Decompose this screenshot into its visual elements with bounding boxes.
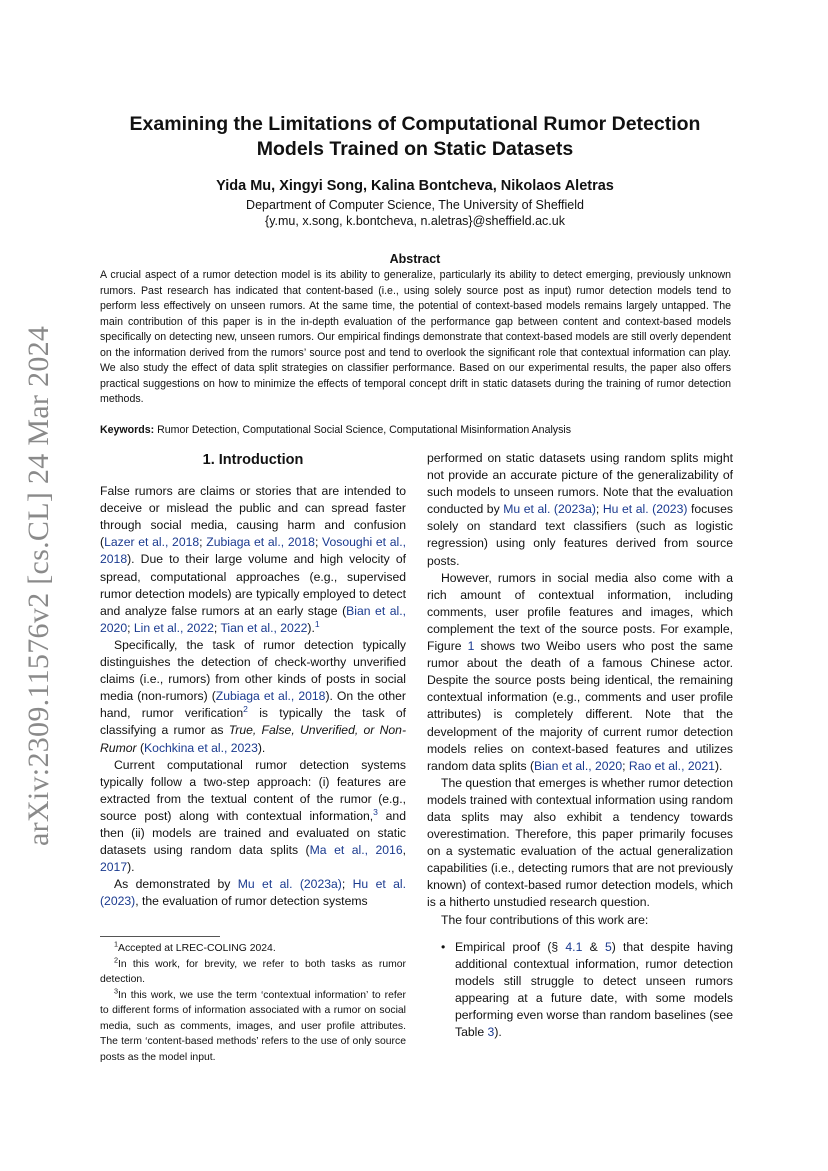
citation-link[interactable]: Vosoughi et al., 2018 [100, 535, 406, 567]
footnote-rule [100, 936, 220, 937]
paper-title [100, 112, 730, 162]
intro-paragraph-2: Specifically, the task of rumor detection typically distinguishes the detection of check-worthy unverified claims (i.e., rumors) from other kinds of posts in social media (non-rumors) (Zubiaga et al., 2018). On the other hand, rumor verification$^2$ is typically the task of classifying a rumor as True, False, Unverified, or Non-Rumor (Kochkina et al., 2023). [100, 637, 406, 755]
intro-paragraph-3: Current computational rumor detection systems typically follow a two-step approach: (i) features are extracted from the textual content of the rumor (e.g., source post) along with contextual information,$^3$ and then (ii) models are trained and evaluated on static datasets using random data splits (Ma et al., 2016, 2017). [100, 757, 407, 875]
intro-paragraph-1: False rumors are claims or stories that are intended to deceive or mislead the public and can spread faster through social media, causing harm and confusion (Lazer et al., 2018; Zubiaga et al., 2018; Vosoughi et al., 2018). Due to their large volume and high velocity of spread, computational approaches (e.g., supervised rumor detection models) are typically employed to detect and analyze false rumors at an early stage (Bian et al., 2020; Lin et al., 2022; Tian et al., 2022).$^1$ [100, 484, 406, 635]
footnote-marker[interactable]: 3 [373, 806, 378, 817]
figure-link[interactable]: 1 [467, 639, 475, 654]
citation-link[interactable]: Zubiaga et al., 2018 [206, 535, 315, 550]
section-title: 1. Introduction [202, 452, 304, 468]
footnote-marker[interactable]: 2 [243, 704, 248, 715]
affiliation-block [100, 197, 730, 229]
citation-link[interactable]: Bian et al., 2020 [534, 758, 623, 773]
footnote-3: $^3$In this work, we use the term ‘contextual information’ to refer to different forms of information associated with a rumor on social media, such as comments, images, and user profile attributes. The term ‘content-based methods’ refers to the use of only source posts as the model input. [100, 986, 406, 1063]
footnote-1: $^1$Accepted at LREC-COLING 2024. [114, 939, 276, 954]
citation-link[interactable]: Hu et al. (2023) [602, 502, 688, 517]
citation-link[interactable]: Mu et al. (2023a) [503, 502, 596, 517]
right-column [427, 450, 733, 1041]
arxiv-identifier: arXiv:2309.11576v2 [cs.CL] 24 Mar 2024 [22, 325, 55, 846]
section-link[interactable]: 5 [604, 939, 612, 954]
footnote-2: $^2$In this work, for brevity, we refer to both tasks as rumor detection. [100, 955, 406, 985]
citation-link[interactable]: Hu et al. (2023) [100, 877, 406, 909]
citation-link[interactable]: Rao et al., 2021 [628, 758, 715, 773]
citation-link[interactable]: Mu et al. (2023a) [237, 877, 342, 892]
affiliation: Department of Computer Science, The University of Sheffield [246, 198, 584, 212]
keywords-list: Rumor Detection, Computational Social Science, Computational Misinformation Analysis [154, 424, 572, 436]
abstract-text: A crucial aspect of a rumor detection model is its ability to generalize, particularly its ability to detect emerging, previously unknown rumors. Past research has indicated that content-based (i.e., using solely source post as input) rumor detection models tend to perform less effectively on unseen rumors. At the same time, the potential of context-based models remains largely untapped. The main contribution of this paper is in the in-depth evaluation of the performance gap between content and context-based models specifically on detecting new, unseen rumors. Our empirical findings demonstrate that context-based models are still overly dependent on the information derived from the rumors’ source post and tend to overlook the significant role that contextual information can play. We also study the effect of data split strategies on classifier performance. Based on our experimental results, the paper also offers practical suggestions on how to minimize the effects of temporal concept drift in static datasets during the training of rumor detection methods. [100, 269, 731, 406]
table-link[interactable]: 3 [487, 1025, 495, 1040]
citation-link[interactable]: Lazer et al., 2018 [104, 535, 200, 550]
right-paragraph-1: performed on static datasets using random splits might not provide an accurate picture of the generalizability of such models to unseen rumors. Note that the evaluation conducted by Mu et al. (2023a); Hu et al. (2023) focuses solely on standard text classifiers (such as logistic regression) using only features derived from source posts. [427, 451, 733, 568]
list-item: • Empirical proof (§ 4.1 & 5) that despite having additional contextual information, rumor detection models still struggle to detect unseen rumors appearing at a future date, with some models performing even worse than random baselines (see Table 3). [441, 939, 733, 1042]
citation-link[interactable]: 2017 [100, 860, 128, 875]
keywords-label: Keywords: [100, 424, 155, 436]
right-paragraph-4: The four contributions of this work are: [441, 912, 649, 927]
citation-link[interactable]: Tian et al., 2022 [220, 620, 308, 635]
citation-link[interactable]: Bian et al., 2020 [100, 603, 406, 635]
right-paragraph-3: The question that emerges is whether rumor detection models trained with contextual information using random data splits may also exhibit a tendency towards overestimation. Therefore, this paper primarily focuses on a systematic evaluation of the actual generalization capabilities (i.e., detecting rumors that are not previously known) of context-based rumor detection models, which is a hitherto unstudied research question. [427, 775, 733, 910]
left-column [100, 450, 406, 910]
title-line-1: Examining the Limitations of Computational Rumor Detection [129, 113, 701, 135]
emails: {y.mu, x.song, k.bontcheva, n.aletras}@sheffield.ac.uk [265, 214, 565, 228]
keywords [100, 423, 731, 438]
right-paragraph-2: However, rumors in social media also come with a rich amount of contextual information, including comments, user profile features and images, which complement the text of the source posts. For example, Figure 1 shows two Weibo users who post the same rumor about the death of a famous Chinese actor. Despite the source posts being identical, the remaining contextual information (e.g., comments and user profile attributes) is completely different. Note that the development of the majority of current rumor detection models relies on context-based features and utilizes random data splits (Bian et al., 2020; Rao et al., 2021). [427, 570, 733, 773]
footnotes [100, 941, 406, 1065]
title-line-2: Models Trained on Static Datasets [256, 138, 574, 160]
citation-link[interactable]: Zubiaga et al., 2018 [215, 689, 326, 704]
intro-paragraph-4: As demonstrated by Mu et al. (2023a); Hu et al. (2023), the evaluation of rumor detection systems [100, 877, 406, 909]
section-link[interactable]: 4.1 [565, 939, 583, 954]
abstract-heading: Abstract [389, 252, 441, 266]
footnote-marker[interactable]: 1 [314, 618, 320, 629]
contributions-list [427, 939, 733, 1042]
citation-link[interactable]: Kochkina et al., 2023 [144, 740, 258, 755]
authors: Yida Mu, Xingyi Song, Kalina Bontcheva, Nikolaos Aletras [216, 178, 614, 194]
citation-link[interactable]: Lin et al., 2022 [133, 620, 214, 635]
citation-link[interactable]: Ma et al., 2016 [309, 843, 403, 858]
